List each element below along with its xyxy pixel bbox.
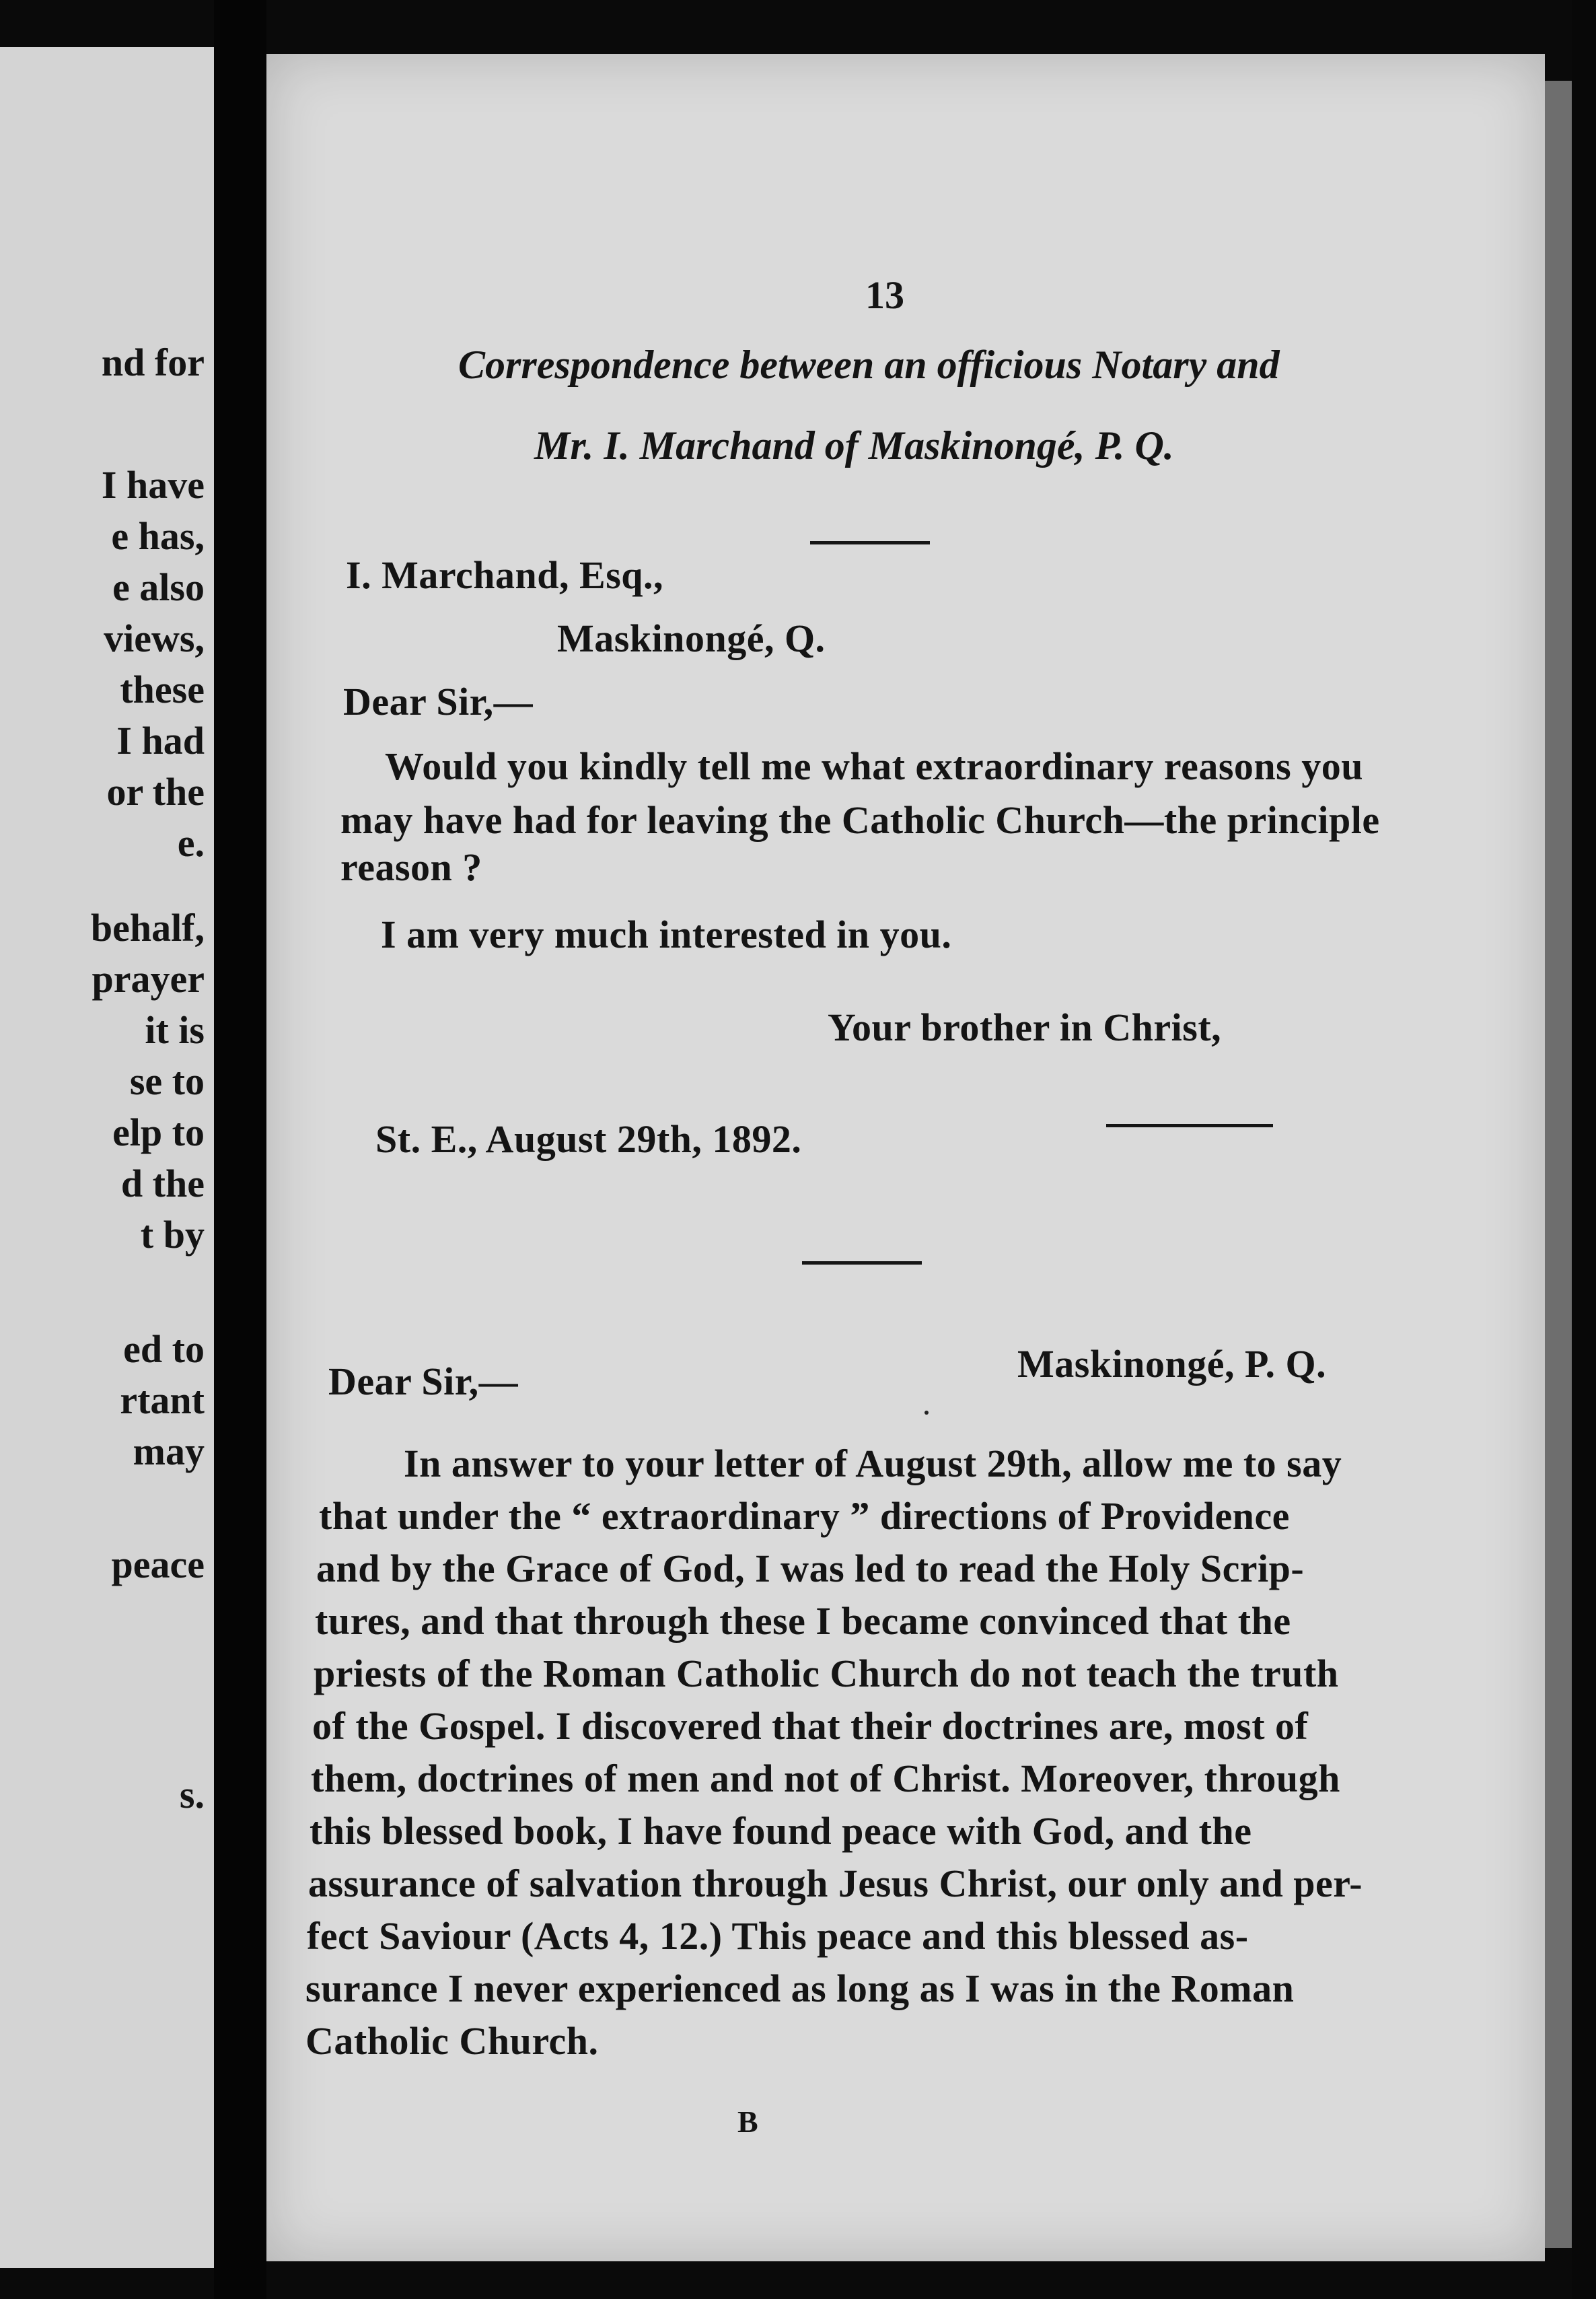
recipient-place: Maskinongé, Q.: [557, 616, 826, 660]
ink-speck: [924, 1411, 929, 1415]
closing: Your brother in Christ,: [828, 1005, 1222, 1049]
letter-line: and by the Grace of God, I was led to read the Holy Scrip-: [316, 1547, 1305, 1590]
page-number: 13: [865, 273, 904, 317]
letter-line: assurance of salvation through Jesus Christ, our only and per-: [308, 1862, 1363, 1905]
salutation: Dear Sir,—: [328, 1359, 519, 1403]
letter-line: fect Saviour (Acts 4, 12.) This peace and this blessed as-: [307, 1914, 1249, 1958]
left-page-line: e.: [177, 821, 205, 865]
letter-line: that under the “ extraordinary ” directions of Providence: [319, 1494, 1290, 1538]
left-page-line: may: [133, 1429, 205, 1473]
letter-line: this blessed book, I have found peace with God, and the: [310, 1809, 1252, 1853]
right-page: [266, 54, 1545, 2261]
left-page-line: elp to: [112, 1110, 205, 1154]
left-page-line: nd for: [101, 341, 205, 384]
left-page-line: e also: [112, 565, 205, 609]
left-page-line: it is: [145, 1008, 205, 1052]
left-page-line: e has,: [111, 514, 205, 558]
left-page-line: I have: [101, 463, 205, 507]
left-page-line: peace: [111, 1543, 205, 1586]
left-page-line: prayer: [92, 957, 205, 1001]
scan-border: [1572, 0, 1596, 2299]
left-page-line: ed to: [123, 1327, 205, 1371]
left-page-line: behalf,: [90, 906, 205, 950]
left-page-line: s.: [179, 1773, 205, 1816]
left-page-line: d the: [120, 1162, 205, 1205]
letter-line: may have had for leaving the Catholic Church—the principle: [340, 798, 1380, 842]
left-page-line: views,: [104, 616, 205, 660]
signature-mark: B: [737, 2105, 759, 2139]
section-divider: [810, 541, 930, 544]
letter-line: Would you kindly tell me what extraordinary reasons you: [385, 744, 1363, 788]
heading-line-2: Mr. I. Marchand of Maskinongé, P. Q.: [534, 423, 1174, 468]
letter-line: priests of the Roman Catholic Church do not teach the truth: [314, 1652, 1339, 1695]
signature-line: [1106, 1124, 1273, 1127]
section-divider: [802, 1261, 922, 1265]
recipient-name: I. Marchand, Esq.,: [346, 553, 664, 597]
left-page-line: rtant: [120, 1378, 205, 1422]
letter-line: In answer to your letter of August 29th, allow me to say: [404, 1442, 1342, 1485]
book-spine: [214, 0, 266, 2299]
letter-place: Maskinongé, P. Q.: [1017, 1342, 1327, 1386]
letter-line: of the Gospel. I discovered that their doctrines are, most of: [312, 1704, 1309, 1748]
letter-date: St. E., August 29th, 1892.: [375, 1117, 802, 1161]
letter-line: Catholic Church.: [305, 2019, 599, 2063]
heading-line-1: Correspondence between an officious Notary and: [458, 343, 1280, 387]
letter-line: I am very much interested in you.: [381, 913, 952, 956]
salutation: Dear Sir,—: [343, 680, 534, 723]
left-page-line: t by: [140, 1213, 205, 1257]
left-page-line: se to: [129, 1059, 205, 1103]
left-page: [0, 47, 214, 2268]
page-edge: [1545, 81, 1572, 2248]
left-page-line: or the: [106, 770, 205, 814]
left-page-line: I had: [116, 719, 205, 763]
letter-line: surance I never experienced as long as I was in the Roman: [305, 1967, 1295, 2010]
left-page-line: these: [120, 668, 205, 711]
letter-line: tures, and that through these I became convinced that the: [315, 1599, 1291, 1643]
letter-line: them, doctrines of men and not of Christ. Moreover, through: [311, 1757, 1340, 1800]
letter-line: reason ?: [340, 845, 482, 889]
